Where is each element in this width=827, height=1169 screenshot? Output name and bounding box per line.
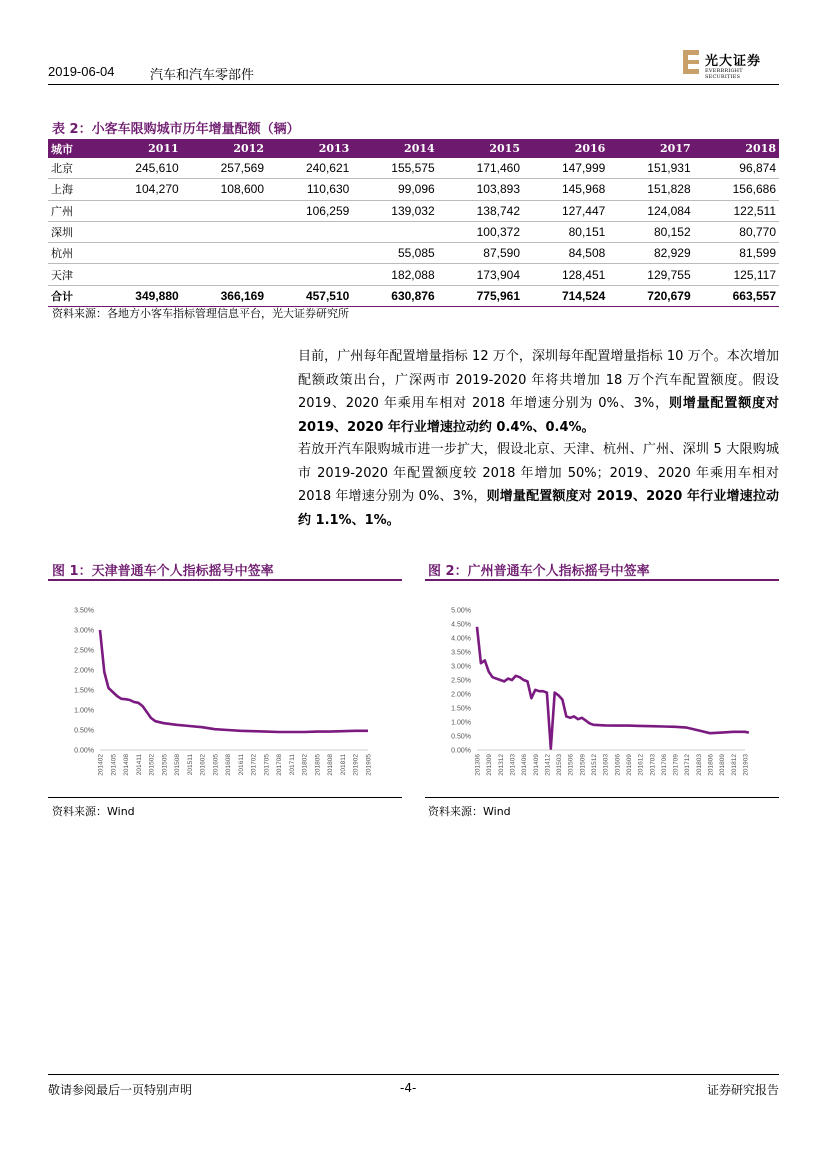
value-cell: 147,999 bbox=[523, 158, 608, 179]
x-tick-label: 201502 bbox=[148, 754, 156, 776]
x-tick-label: 201506 bbox=[567, 754, 575, 776]
y-tick-label: 3.00% bbox=[451, 663, 471, 671]
value-cell: 151,828 bbox=[608, 179, 693, 200]
value-cell bbox=[267, 264, 352, 285]
column-header: 2013 bbox=[267, 139, 352, 158]
x-tick-label: 201709 bbox=[672, 754, 680, 776]
y-tick-label: 3.00% bbox=[74, 627, 94, 635]
city-cell: 深圳 bbox=[48, 221, 96, 242]
series-line bbox=[100, 630, 368, 732]
city-cell: 杭州 bbox=[48, 243, 96, 264]
value-cell: 139,032 bbox=[352, 200, 437, 221]
paragraph-2-conclusion: 则增量配置额度对 2019、2020 年行业增速拉动约 1.1%、1%。 bbox=[298, 489, 779, 528]
value-cell bbox=[96, 264, 181, 285]
quota-table bbox=[48, 139, 779, 307]
x-tick-label: 201703 bbox=[649, 754, 657, 776]
x-tick-label: 201805 bbox=[314, 754, 322, 776]
x-tick-label: 201511 bbox=[186, 754, 194, 776]
value-cell: 96,874 bbox=[694, 158, 779, 179]
x-tick-label: 201902 bbox=[352, 754, 360, 776]
page-header bbox=[48, 56, 779, 85]
x-tick-label: 201611 bbox=[237, 754, 245, 776]
value-cell: 108,600 bbox=[182, 179, 267, 200]
figure-1-bottom-rule bbox=[48, 797, 402, 798]
column-header: 2012 bbox=[182, 139, 267, 158]
figure-2-bottom-rule bbox=[425, 797, 779, 798]
y-tick-label: 5.00% bbox=[451, 607, 471, 615]
report-date: 2019-06-04 bbox=[48, 64, 115, 79]
table-row bbox=[48, 285, 779, 306]
value-cell bbox=[182, 200, 267, 221]
table-row bbox=[48, 243, 779, 264]
x-tick-label: 201602 bbox=[199, 754, 207, 776]
x-tick-label: 201706 bbox=[660, 754, 668, 776]
x-tick-label: 201312 bbox=[497, 754, 505, 776]
value-cell: 138,742 bbox=[438, 200, 523, 221]
x-tick-label: 201806 bbox=[707, 754, 715, 776]
value-cell: 145,968 bbox=[523, 179, 608, 200]
value-cell: 122,511 bbox=[694, 200, 779, 221]
y-tick-label: 2.00% bbox=[451, 691, 471, 699]
value-cell: 80,770 bbox=[694, 221, 779, 242]
x-tick-label: 201411 bbox=[135, 754, 143, 776]
value-cell bbox=[182, 221, 267, 242]
value-cell bbox=[267, 221, 352, 242]
y-tick-label: 1.00% bbox=[451, 719, 471, 727]
y-tick-label: 0.00% bbox=[451, 747, 471, 755]
x-tick-label: 201808 bbox=[327, 754, 335, 776]
page-footer bbox=[48, 1074, 779, 1095]
x-tick-label: 201509 bbox=[579, 754, 587, 776]
figure-1-rule bbox=[48, 579, 402, 581]
x-tick-label: 201508 bbox=[174, 754, 182, 776]
value-cell: 125,117 bbox=[694, 264, 779, 285]
x-tick-label: 201612 bbox=[637, 754, 645, 776]
paragraph-1-conclusion: 则增量配置额度对 2019、2020 年行业增速拉动约 0.4%、0.4%。 bbox=[298, 396, 779, 435]
table-row bbox=[48, 200, 779, 221]
x-tick-label: 201606 bbox=[614, 754, 622, 776]
company-logo bbox=[683, 48, 775, 80]
figure-1-chart bbox=[48, 590, 402, 795]
value-cell bbox=[182, 243, 267, 264]
y-tick-label: 4.00% bbox=[451, 635, 471, 643]
column-header: 2017 bbox=[608, 139, 693, 158]
footer-disclaimer: 敬请参阅最后一页特别声明 bbox=[48, 1083, 193, 1097]
value-cell: 110,630 bbox=[267, 179, 352, 200]
value-cell bbox=[96, 243, 181, 264]
figure-1-source: 资料来源：Wind bbox=[52, 805, 135, 818]
x-tick-label: 201403 bbox=[509, 754, 517, 776]
city-cell: 广州 bbox=[48, 200, 96, 221]
value-cell: 99,096 bbox=[352, 179, 437, 200]
x-tick-label: 201306 bbox=[474, 754, 482, 776]
figure-2-source: 资料来源：Wind bbox=[428, 805, 511, 818]
paragraph-2-text: 若放开汽车限购城市进一步扩大，假设北京、天津、杭州、广州、深圳 5 大限购城市 2019-2020 年配置额度较 2018 年增加 50%；2019、2020 年乘用车相对 2018 年增速分别为 0%、3%， bbox=[298, 442, 779, 504]
y-tick-label: 4.50% bbox=[451, 621, 471, 629]
value-cell: 84,508 bbox=[523, 243, 608, 264]
value-cell: 80,151 bbox=[523, 221, 608, 242]
value-cell: 173,904 bbox=[438, 264, 523, 285]
y-tick-label: 0.00% bbox=[74, 747, 94, 755]
logo-text-en: EVERBRIGHT SECURITIES bbox=[705, 68, 743, 80]
column-header: 城市 bbox=[48, 139, 96, 158]
x-tick-label: 201609 bbox=[625, 754, 633, 776]
value-cell: 366,169 bbox=[182, 285, 267, 306]
x-tick-label: 201309 bbox=[486, 754, 494, 776]
table-row bbox=[48, 179, 779, 200]
column-header: 2015 bbox=[438, 139, 523, 158]
x-tick-label: 201405 bbox=[110, 754, 118, 776]
value-cell: 81,599 bbox=[694, 243, 779, 264]
column-header: 2016 bbox=[523, 139, 608, 158]
value-cell: 663,557 bbox=[694, 285, 779, 306]
x-tick-label: 201402 bbox=[97, 754, 105, 776]
value-cell bbox=[96, 200, 181, 221]
footer-report-type: 证券研究报告 bbox=[706, 1083, 779, 1097]
table-header-row bbox=[48, 139, 779, 158]
value-cell bbox=[267, 243, 352, 264]
x-tick-label: 201803 bbox=[695, 754, 703, 776]
y-tick-label: 1.50% bbox=[451, 705, 471, 713]
value-cell: 349,880 bbox=[96, 285, 181, 306]
x-tick-label: 201412 bbox=[544, 754, 552, 776]
x-tick-label: 201903 bbox=[742, 754, 750, 776]
x-tick-label: 201608 bbox=[225, 754, 233, 776]
x-tick-label: 201712 bbox=[684, 754, 692, 776]
value-cell: 156,686 bbox=[694, 179, 779, 200]
logo-mark-icon bbox=[683, 50, 699, 74]
value-cell: 124,084 bbox=[608, 200, 693, 221]
value-cell: 457,510 bbox=[267, 285, 352, 306]
value-cell: 775,961 bbox=[438, 285, 523, 306]
x-tick-label: 201702 bbox=[250, 754, 258, 776]
y-tick-label: 2.50% bbox=[74, 647, 94, 655]
x-tick-label: 201705 bbox=[263, 754, 271, 776]
table-row bbox=[48, 264, 779, 285]
y-tick-label: 3.50% bbox=[74, 607, 94, 615]
y-tick-label: 2.50% bbox=[451, 677, 471, 685]
y-tick-label: 0.50% bbox=[451, 733, 471, 741]
value-cell: 155,575 bbox=[352, 158, 437, 179]
series-line bbox=[477, 627, 749, 749]
value-cell: 240,621 bbox=[267, 158, 352, 179]
city-cell: 北京 bbox=[48, 158, 96, 179]
paragraph-2 bbox=[298, 438, 779, 532]
x-tick-label: 201408 bbox=[123, 754, 131, 776]
x-tick-label: 201708 bbox=[276, 754, 284, 776]
value-cell: 720,679 bbox=[608, 285, 693, 306]
logo-text-cn: 光大证券 bbox=[705, 54, 762, 69]
value-cell: 714,524 bbox=[523, 285, 608, 306]
figure-2-rule bbox=[425, 579, 779, 581]
value-cell: 55,085 bbox=[352, 243, 437, 264]
value-cell: 87,590 bbox=[438, 243, 523, 264]
city-cell: 合计 bbox=[48, 285, 96, 306]
column-header: 2014 bbox=[352, 139, 437, 158]
y-tick-label: 1.00% bbox=[74, 707, 94, 715]
value-cell: 80,152 bbox=[608, 221, 693, 242]
figure-1-title: 图 1：天津普通车个人指标摇号中签率 bbox=[52, 564, 274, 579]
value-cell: 103,893 bbox=[438, 179, 523, 200]
value-cell: 106,259 bbox=[267, 200, 352, 221]
x-tick-label: 201603 bbox=[602, 754, 610, 776]
x-tick-label: 201711 bbox=[288, 754, 296, 776]
x-tick-label: 201802 bbox=[301, 754, 309, 776]
x-tick-label: 201809 bbox=[719, 754, 727, 776]
table-title: 表 2：小客车限购城市历年增量配额（辆） bbox=[52, 122, 300, 137]
table-row bbox=[48, 221, 779, 242]
value-cell bbox=[96, 221, 181, 242]
y-tick-label: 0.50% bbox=[74, 727, 94, 735]
x-tick-label: 201811 bbox=[339, 754, 347, 776]
x-tick-label: 201905 bbox=[365, 754, 373, 776]
table-source: 资料来源：各地方小客车指标管理信息平台，光大证券研究所 bbox=[52, 307, 349, 320]
report-sector: 汽车和汽车零部件 bbox=[150, 68, 255, 83]
figure-2-chart bbox=[425, 590, 779, 795]
x-tick-label: 201505 bbox=[161, 754, 169, 776]
city-cell: 上海 bbox=[48, 179, 96, 200]
x-tick-label: 201406 bbox=[521, 754, 529, 776]
value-cell: 257,569 bbox=[182, 158, 267, 179]
value-cell bbox=[352, 221, 437, 242]
table-row bbox=[48, 158, 779, 179]
value-cell: 82,929 bbox=[608, 243, 693, 264]
value-cell: 128,451 bbox=[523, 264, 608, 285]
value-cell: 127,447 bbox=[523, 200, 608, 221]
x-tick-label: 201512 bbox=[591, 754, 599, 776]
x-tick-label: 201409 bbox=[532, 754, 540, 776]
value-cell: 171,460 bbox=[438, 158, 523, 179]
value-cell: 151,931 bbox=[608, 158, 693, 179]
x-tick-label: 201503 bbox=[556, 754, 564, 776]
x-tick-label: 201605 bbox=[212, 754, 220, 776]
column-header: 2018 bbox=[694, 139, 779, 158]
y-tick-label: 1.50% bbox=[74, 687, 94, 695]
figure-2-title: 图 2：广州普通车个人指标摇号中签率 bbox=[428, 564, 650, 579]
paragraph-1 bbox=[298, 345, 779, 439]
value-cell: 245,610 bbox=[96, 158, 181, 179]
paragraph-1-text: 目前，广州每年配置增量指标 12 万个，深圳每年配置增量指标 10 万个。本次增加配额政策出台，广深两市 2019-2020 年将共增加 18 万个汽车配置额度。假设 2019、2020 年乘用车相对 2018 年增速分别为 0%、3%， bbox=[298, 349, 779, 411]
value-cell: 104,270 bbox=[96, 179, 181, 200]
value-cell bbox=[182, 264, 267, 285]
value-cell: 129,755 bbox=[608, 264, 693, 285]
value-cell: 100,372 bbox=[438, 221, 523, 242]
x-tick-label: 201812 bbox=[730, 754, 738, 776]
city-cell: 天津 bbox=[48, 264, 96, 285]
column-header: 2011 bbox=[96, 139, 181, 158]
y-tick-label: 2.00% bbox=[74, 667, 94, 675]
value-cell: 630,876 bbox=[352, 285, 437, 306]
y-tick-label: 3.50% bbox=[451, 649, 471, 657]
footer-page-number: -4- bbox=[400, 1081, 417, 1095]
value-cell: 182,088 bbox=[352, 264, 437, 285]
